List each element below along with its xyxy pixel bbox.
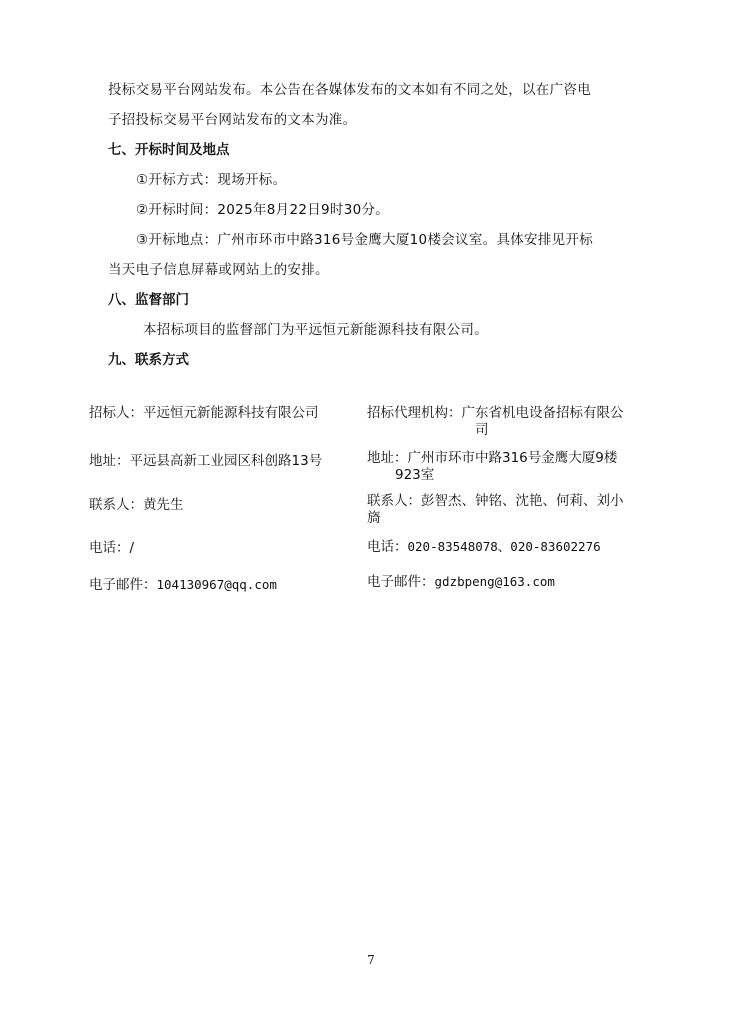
agency-name-line2: 司 [475, 422, 489, 438]
agency-email-row [367, 573, 659, 591]
agency-contact-line1: 联系人：彭智杰、钟铭、沈艳、何莉、刘小 [367, 493, 624, 509]
body-line-1: 投标交易平台网站发布。本公告在各媒体发布的文本如有不同之处，以在广咨电 [108, 82, 591, 98]
section-7-heading: 七、开标时间及地点 [108, 142, 230, 158]
tenderer-phone: 电话：/ [89, 540, 135, 556]
agency-name [367, 405, 659, 439]
body-line-2: 子招投标交易平台网站发布的文本为准。 [108, 112, 357, 128]
section-8-heading: 八、监督部门 [108, 292, 189, 308]
bid-opening-method: ①开标方式：现场开标。 [136, 172, 287, 188]
tenderer-contact-person: 联系人：黄先生 [89, 497, 184, 513]
section-9-heading: 九、联系方式 [108, 352, 189, 368]
tenderer-email-label: 电子邮件： [89, 577, 157, 593]
tenderer-email: 104130967@qq.com [156, 577, 277, 592]
agency-address-line2: 923室 [395, 467, 435, 483]
agency-contact-person [367, 493, 659, 527]
agency-email-label: 电子邮件： [367, 574, 435, 590]
agency-phone: 020-83548078、020-83602276 [407, 539, 601, 554]
agency-name-line1: 招标代理机构：广东省机电设备招标有限公 [367, 405, 624, 421]
agency-phone-row [367, 538, 659, 556]
bid-opening-location-cont: 当天电子信息屏幕或网站上的安排。 [108, 262, 329, 278]
agency-email: gdzbpeng@163.com [434, 574, 555, 589]
bid-opening-time: ②开标时间：2025年8月22日9时30分。 [136, 202, 390, 218]
bid-opening-location: ③开标地点：广州市环市中路316号金鹰大厦10楼会议室。具体安排见开标 [136, 232, 594, 248]
agency-address [367, 450, 659, 484]
agency-phone-label: 电话： [367, 539, 408, 555]
supervisor-text: 本招标项目的监督部门为平远恒元新能源科技有限公司。 [143, 322, 488, 338]
page-number: 7 [367, 953, 375, 967]
tenderer-address: 地址：平远县高新工业园区科创路13号 [89, 453, 323, 469]
tenderer-email-row [89, 576, 354, 594]
tenderer-name: 招标人：平远恒元新能源科技有限公司 [89, 405, 319, 421]
agency-address-line1: 地址：广州市环市中路316号金鹰大厦9楼 [367, 450, 618, 466]
agency-contact-line2: 旖 [367, 510, 381, 526]
